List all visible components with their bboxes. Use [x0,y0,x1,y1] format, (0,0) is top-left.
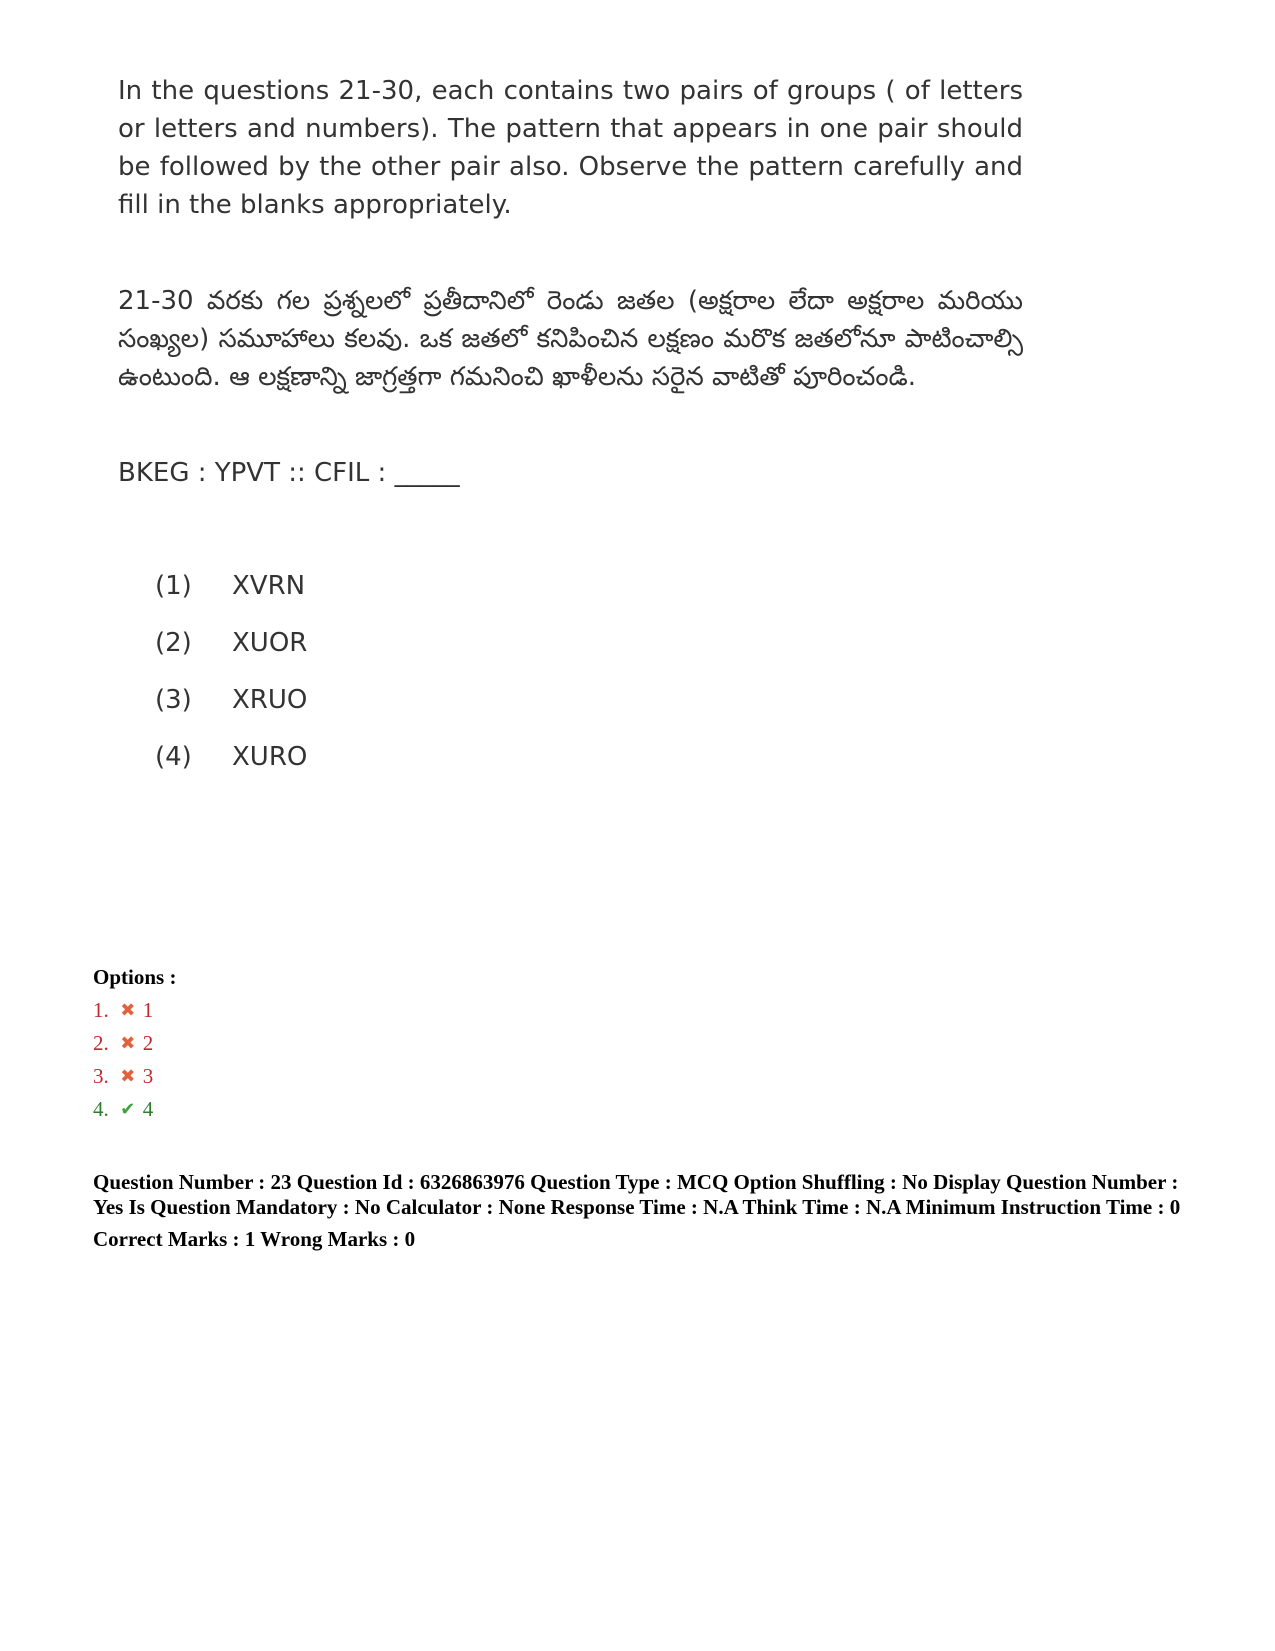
cross-icon: ✖ [120,1000,136,1020]
option-index: 3. [93,1064,109,1088]
question-expression: BKEG : YPVT :: CFIL : _____ [118,458,460,488]
choice-text: XVRN [232,571,306,601]
choice-number: (3) [155,685,192,715]
choice-number: (2) [155,628,192,658]
option-index: 1. [93,998,109,1022]
option-index: 2. [93,1031,109,1055]
option-value: 3 [142,1064,154,1088]
option-value: 2 [142,1031,154,1055]
option-item [93,1093,176,1126]
choice-number: (1) [155,571,192,601]
options-title: Options : [93,965,177,989]
options-list [93,962,176,1126]
cross-icon: ✖ [120,1033,136,1053]
option-item [93,1060,176,1093]
check-icon: ✔ [120,1099,136,1119]
question-telugu-text: 21-30 వరకు గల ప్రశ్నలలో ప్రతీదానిలో రెండు జతల (అక్షరాల లేదా అక్షరాల మరియు సంఖ్యల) సమూహాలు కలవు. ఒక జతలో కనిపించిన లక్షణం మరొక జతలోనూ పాటించాల్సి ఉంటుంది. ఆ లక్షణాన్ని జాగ్రత్తగా గమనించి ఖాళీలను సరైన వాటితో పూరించండి. [118,286,1023,392]
question-choices [155,558,1023,786]
option-item [93,1027,176,1060]
choice-text: XRUO [232,685,308,715]
choice-text: XUOR [232,628,308,658]
question-english-text: In the questions 21-30, each contains two pairs of groups ( of letters or letters and numbers). The pattern that appears in one pair should be followed by the other pair also. Observe the pattern carefully and fill in the blanks appropriately. [118,76,1023,220]
cross-icon: ✖ [120,1066,136,1086]
option-index: 4. [93,1097,109,1121]
option-item [93,994,176,1027]
option-value: 1 [142,998,154,1022]
question-marks: Correct Marks : 1 Wrong Marks : 0 [93,1227,416,1251]
question-choice [155,672,1023,729]
question-choice [155,558,1023,615]
question-image [118,72,1023,786]
question-meta [93,1170,1183,1252]
option-value: 4 [142,1097,154,1121]
question-choice [155,615,1023,672]
choice-number: (4) [155,742,192,772]
question-choice [155,729,1023,786]
choice-text: XURO [232,742,308,772]
question-details: Question Number : 23 Question Id : 6326863976 Question Type : MCQ Option Shuffling : No Display Question Number : Yes Is Question Mandatory : No Calculator : None Response Time : N.A Think Time : N.A Minimum Instruction Time : 0 [93,1170,1181,1219]
